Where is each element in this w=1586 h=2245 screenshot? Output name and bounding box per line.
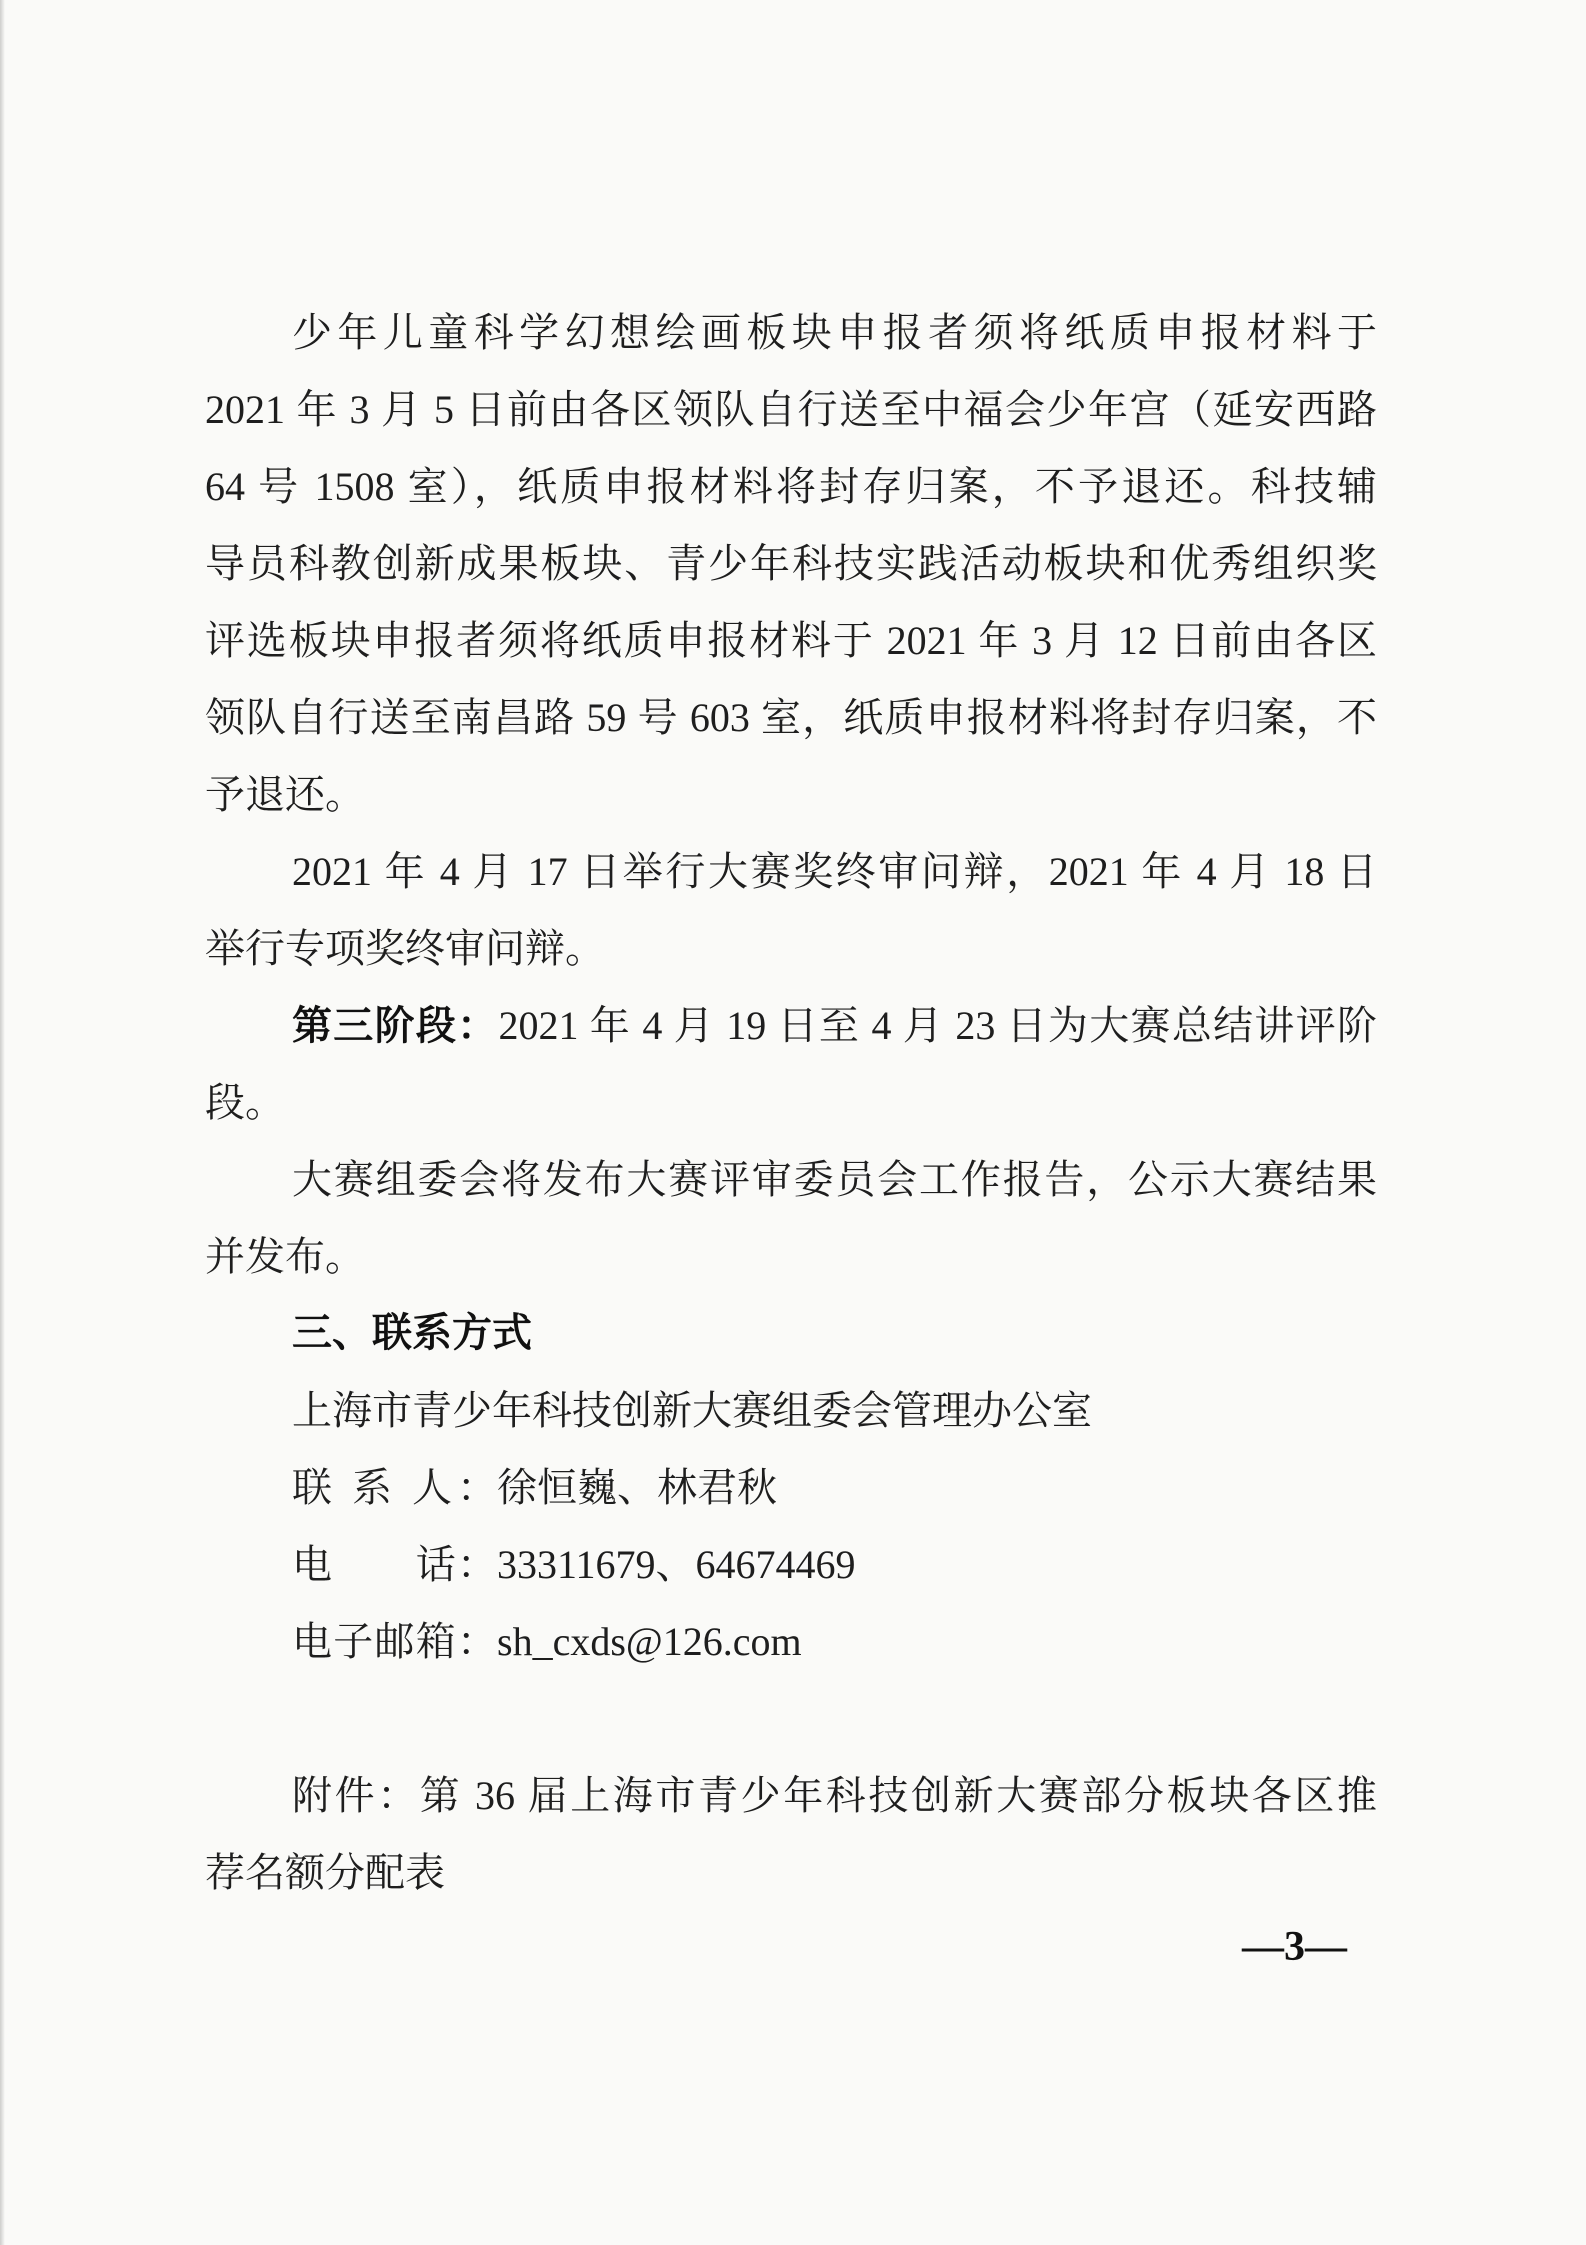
contact-email-row	[205, 1603, 1377, 1680]
page-number: —3—	[1242, 1924, 1347, 1970]
body-line: 少年儿童科学幻想绘画板块申报者须将纸质申报材料于	[292, 310, 1377, 355]
body-line: 导员科教创新成果板块、青少年科技实践活动板块和优秀组织奖	[205, 541, 1377, 586]
contact-person-label: 联 系 人：	[292, 1465, 497, 1510]
body-line: 2021 年 3 月 5 日前由各区领队自行送至中福会少年宫（延安西路	[205, 387, 1377, 432]
body-line: 并发布。	[205, 1234, 365, 1279]
attachment-line: 荐名额分配表	[205, 1850, 445, 1895]
body-line: 段。	[205, 1080, 285, 1125]
section-heading: 三、联系方式	[292, 1310, 532, 1356]
document-body	[205, 294, 1377, 1911]
stage-three-text: 2021 年 4 月 19 日至 4 月 23 日为大赛总结讲评阶	[498, 1003, 1378, 1048]
contact-email-value: sh_cxds@126.com	[497, 1619, 802, 1664]
contact-phone-value: 33311679、64674469	[497, 1542, 856, 1587]
attachment-line: 附件：第 36 届上海市青少年科技创新大赛部分板块各区推	[292, 1773, 1377, 1818]
contact-office: 上海市青少年科技创新大赛组委会管理办公室	[292, 1388, 1092, 1433]
blank-line	[205, 1680, 1377, 1757]
scan-edge-shadow	[0, 0, 5, 2245]
contact-person-row	[205, 1449, 1377, 1526]
body-line: 2021 年 4 月 17 日举行大赛奖终审问辩，2021 年 4 月 18 日	[292, 849, 1377, 894]
contact-person-value: 徐恒巍、林君秋	[497, 1465, 777, 1510]
stage-three-line	[205, 987, 1377, 1064]
contact-phone-label: 电 话：	[292, 1542, 497, 1587]
stage-three-label: 第三阶段：	[292, 1003, 499, 1049]
contact-phone-row	[205, 1526, 1377, 1603]
body-line: 举行专项奖终审问辩。	[205, 926, 605, 971]
body-line: 评选板块申报者须将纸质申报材料于 2021 年 3 月 12 日前由各区	[205, 618, 1377, 663]
body-line: 领队自行送至南昌路 59 号 603 室，纸质申报材料将封存归案，不	[205, 695, 1377, 740]
contact-email-label: 电子邮箱：	[292, 1619, 497, 1664]
body-line: 予退还。	[205, 772, 365, 817]
body-line: 大赛组委会将发布大赛评审委员会工作报告，公示大赛结果	[292, 1157, 1377, 1202]
body-line: 64 号 1508 室），纸质申报材料将封存归案，不予退还。科技辅	[205, 464, 1377, 509]
